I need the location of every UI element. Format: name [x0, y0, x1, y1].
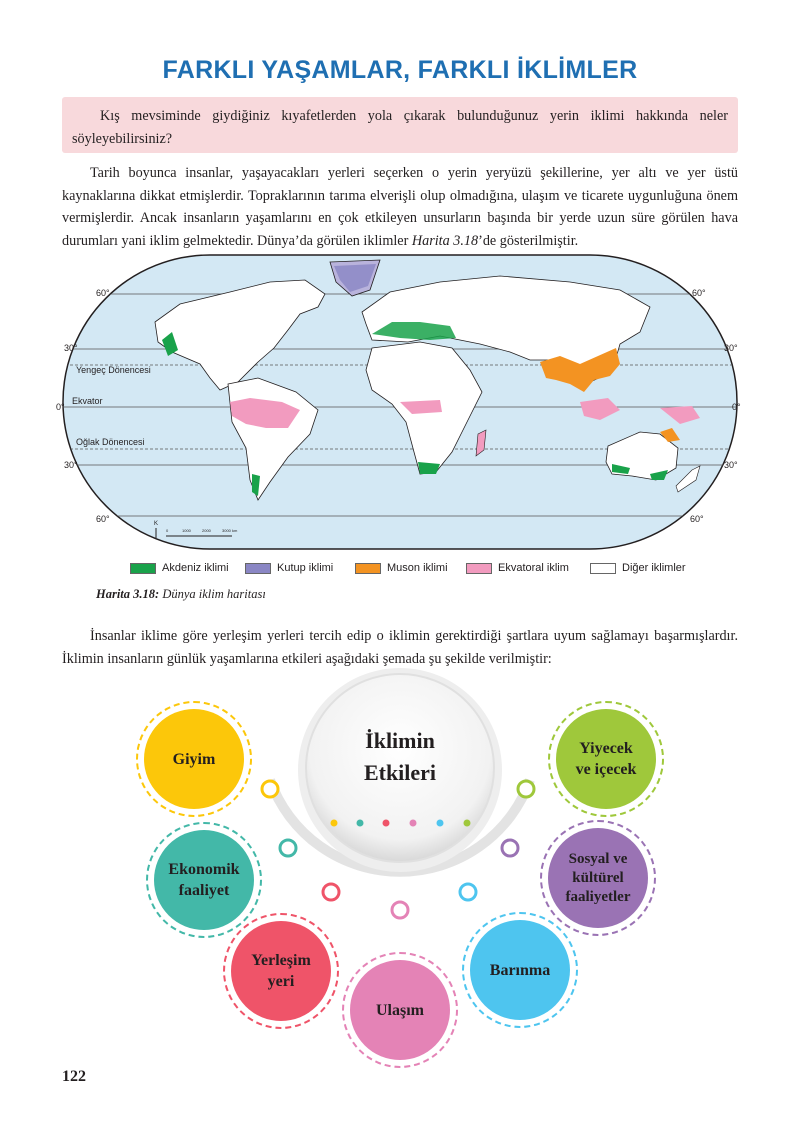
legend-item-mediterranean: Akdeniz iklimi: [130, 560, 229, 576]
svg-text:1000: 1000: [182, 528, 191, 533]
effect-barinma: Barınma: [470, 920, 570, 1020]
effect-giyim: Giyim: [144, 709, 244, 809]
page-title: FARKLI YAŞAMLAR, FARKLI İKLİMLER: [162, 56, 638, 84]
lat-label-30s-right: 30°: [724, 460, 738, 470]
question-box: Kış mevsiminde giydiğiniz kıyafetlerden yola çıkarak bulunduğunuz yerin iklimi hakkında neler söyleyebilirsiniz?: [62, 97, 738, 153]
other-swatch: [590, 563, 616, 574]
effect-sosyal-kulturel: Sosyal ve kültürel faaliyetler: [548, 828, 648, 928]
map-reference: Harita 3.18: [411, 232, 479, 249]
lat-label-60n-right: 60°: [692, 288, 706, 298]
map-caption: Harita 3.18: Dünya iklim haritası: [96, 587, 266, 601]
paragraph-intro: Tarih boyunca insanlar, yaşayacakları yerleri seçerken o yerin yeryüzü şekillerine, yer altı ve yer üstü kaynaklarına dikkat etmişlerdir. Topraklarının tarıma elverişli olup olmadığına, ulaşım ve ticarete uygunluğuna önem vermişlerdir. Ancak insanların yaşamlarını en çok etkileyen unsurların başında bir yerde uzun süre görülen hava durumları yani iklim gelmektedir. Dünya’da görülen iklimler Harita 3.18’de gösterilmiştir.: [62, 165, 738, 249]
lat-label-0-right: 0°: [732, 402, 741, 412]
legend-item-equatorial: Ekvatoral iklim: [466, 560, 569, 576]
page-number: 122: [62, 1068, 86, 1085]
effect-ekonomik-faaliyet: Ekonomik faaliyet: [154, 830, 254, 930]
effect-ulasim: Ulaşım: [350, 960, 450, 1060]
lat-label-30n-left: 30°: [64, 343, 78, 353]
lat-label-60n-left: 60°: [96, 288, 110, 298]
polar-swatch: [245, 563, 271, 574]
capricorn-label: Oğlak Dönencesi: [76, 437, 145, 447]
north-arrow-label: K: [154, 521, 159, 527]
lat-label-0-left: 0°: [56, 402, 65, 412]
equator-label: Ekvator: [72, 396, 103, 406]
equatorial-swatch: [466, 563, 492, 574]
svg-text:2000: 2000: [202, 528, 211, 533]
lat-label-30s-left: 30°: [64, 460, 78, 470]
legend-item-polar: Kutup iklimi: [245, 560, 333, 576]
mediterranean-swatch: [130, 563, 156, 574]
svg-text:0: 0: [166, 528, 169, 533]
paragraph-effects: İnsanlar iklime göre yerleşim yerleri tercih edip o iklimin gerektirdiği şartlara uyum sağlamayı başarmışlardır. İklimin insanların günlük yaşamlarına etkileri aşağıdaki şemada şu şekilde verilmiştir:: [62, 628, 738, 667]
legend-item-other: Diğer iklimler: [590, 560, 686, 576]
monsoon-swatch: [355, 563, 381, 574]
lat-label-60s-left: 60°: [96, 514, 110, 524]
world-climate-map: [56, 252, 741, 552]
lat-label-30n-right: 30°: [724, 343, 738, 353]
svg-text:3000 km: 3000 km: [222, 528, 238, 533]
cancer-label: Yengeç Dönencesi: [76, 365, 151, 375]
effect-yerlesim-yeri: Yerleşim yeri: [231, 921, 331, 1021]
diagram-center-title: İklimin Etkileri: [363, 728, 437, 785]
lat-label-60s-right: 60°: [690, 514, 704, 524]
effect-yiyecek-icecek: Yiyecek ve içecek: [556, 709, 656, 809]
legend-item-monsoon: Muson iklimi: [355, 560, 448, 576]
